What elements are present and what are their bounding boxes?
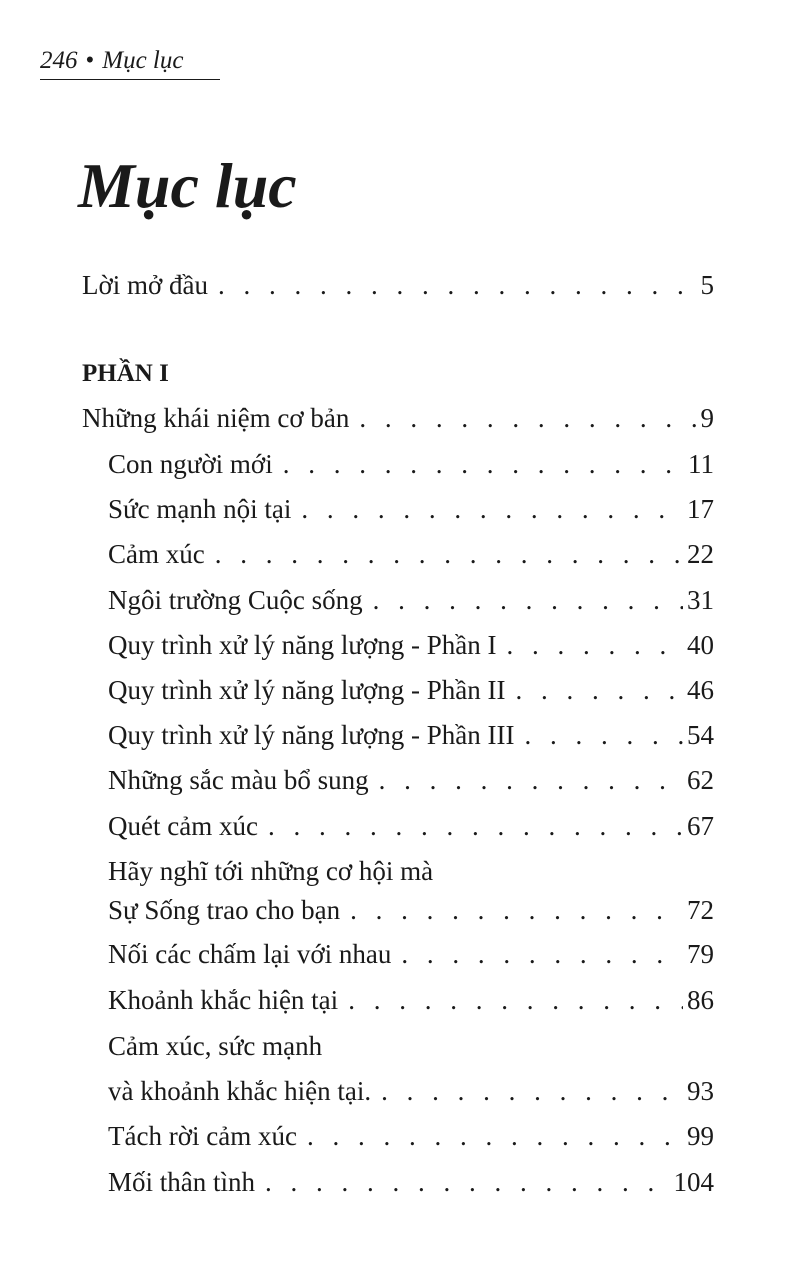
toc-entry-page: 46	[687, 675, 714, 705]
toc-entry	[108, 1162, 714, 1202]
dot-leader	[525, 715, 684, 755]
toc-entry	[108, 806, 714, 846]
toc-entry-label: Những khái niệm cơ bản	[82, 403, 350, 433]
toc-entry-page: 104	[673, 1167, 714, 1197]
toc-entry-label: Ngôi trường Cuộc sống	[108, 585, 363, 615]
toc-entry-label-line1: Cảm xúc, sức mạnh	[108, 1031, 323, 1061]
toc-entry-page: 79	[687, 939, 714, 969]
dot-leader	[215, 534, 683, 574]
page-title: Mục lục	[78, 150, 297, 221]
toc-entry-label: Khoảnh khắc hiện tại	[108, 985, 339, 1015]
toc-entry-page: 40	[687, 630, 714, 660]
dot-leader	[516, 670, 684, 710]
dot-leader	[283, 444, 684, 484]
toc-entry-label: Quét cảm xúc	[108, 811, 258, 841]
toc-entry-label: Cảm xúc	[108, 539, 205, 569]
dot-leader	[218, 265, 696, 305]
header-section: Mục lục	[102, 47, 184, 74]
dot-leader	[348, 980, 683, 1020]
toc-entry-page: 31	[687, 585, 714, 615]
running-head	[40, 45, 220, 80]
toc-entry-label: Những sắc màu bổ sung	[108, 765, 369, 795]
dot-leader	[379, 760, 683, 800]
toc-entry-page: 62	[687, 765, 714, 795]
toc-entry-page: 99	[687, 1121, 714, 1151]
toc-entry	[108, 444, 714, 484]
dot-leader	[265, 1162, 670, 1202]
header-separator: •	[85, 47, 95, 74]
dot-leader	[307, 1116, 683, 1156]
toc-entry-page: 67	[687, 811, 714, 841]
toc-entry-page: 22	[687, 539, 714, 569]
dot-leader	[401, 934, 683, 974]
toc-entry	[108, 670, 714, 710]
dot-leader	[268, 806, 683, 846]
toc-entry-page: 93	[687, 1076, 714, 1106]
toc-entry	[108, 580, 714, 620]
toc-entry-label: Mối thân tình	[108, 1167, 255, 1197]
toc-entry-label: Con người mới	[108, 449, 273, 479]
toc-entry-label: và khoảnh khắc hiện tại.	[108, 1076, 372, 1106]
toc-entry-label: Tách rời cảm xúc	[108, 1121, 297, 1151]
toc-entry-page: 9	[700, 403, 714, 433]
toc-entry-label: Sự Sống trao cho bạn	[108, 895, 341, 925]
toc-entry-label: Lời mở đầu	[82, 270, 209, 300]
toc-entry-page: 5	[700, 270, 714, 300]
toc-entry	[108, 715, 714, 755]
toc-entry-page: 86	[687, 985, 714, 1015]
toc-entry	[108, 1071, 714, 1111]
toc-entry	[82, 398, 714, 438]
toc-entry-label-line1: Hãy nghĩ tới những cơ hội mà	[108, 856, 434, 886]
toc-entry-page: 72	[687, 895, 714, 925]
toc-entry-page: 11	[688, 449, 714, 479]
toc-entry-label: Sức mạnh nội tại	[108, 494, 292, 524]
dot-leader	[381, 1071, 683, 1111]
toc-entry	[108, 934, 714, 974]
dot-leader	[507, 625, 683, 665]
dot-leader	[301, 489, 683, 529]
toc-entry	[108, 890, 714, 930]
toc-entry-label: Nối các chấm lại với nhau	[108, 939, 392, 969]
part-heading: PHẦN I	[82, 360, 169, 387]
toc-entry	[108, 1116, 714, 1156]
toc-entry	[108, 489, 714, 529]
toc-entry-label: Quy trình xử lý năng lượng - Phần I	[108, 630, 497, 660]
toc-entry	[108, 625, 714, 665]
toc-entry-label: Quy trình xử lý năng lượng - Phần II	[108, 675, 506, 705]
header-page-number: 246	[40, 47, 78, 74]
toc-entry	[108, 980, 714, 1020]
dot-leader	[350, 890, 683, 930]
toc-entry	[108, 760, 714, 800]
toc-entry-page: 17	[687, 494, 714, 524]
dot-leader	[359, 398, 696, 438]
toc-entry-page: 54	[687, 720, 714, 750]
dot-leader	[373, 580, 683, 620]
toc-entry-intro	[82, 265, 714, 305]
toc-entry	[108, 534, 714, 574]
toc-entry-label: Quy trình xử lý năng lượng - Phần III	[108, 720, 515, 750]
